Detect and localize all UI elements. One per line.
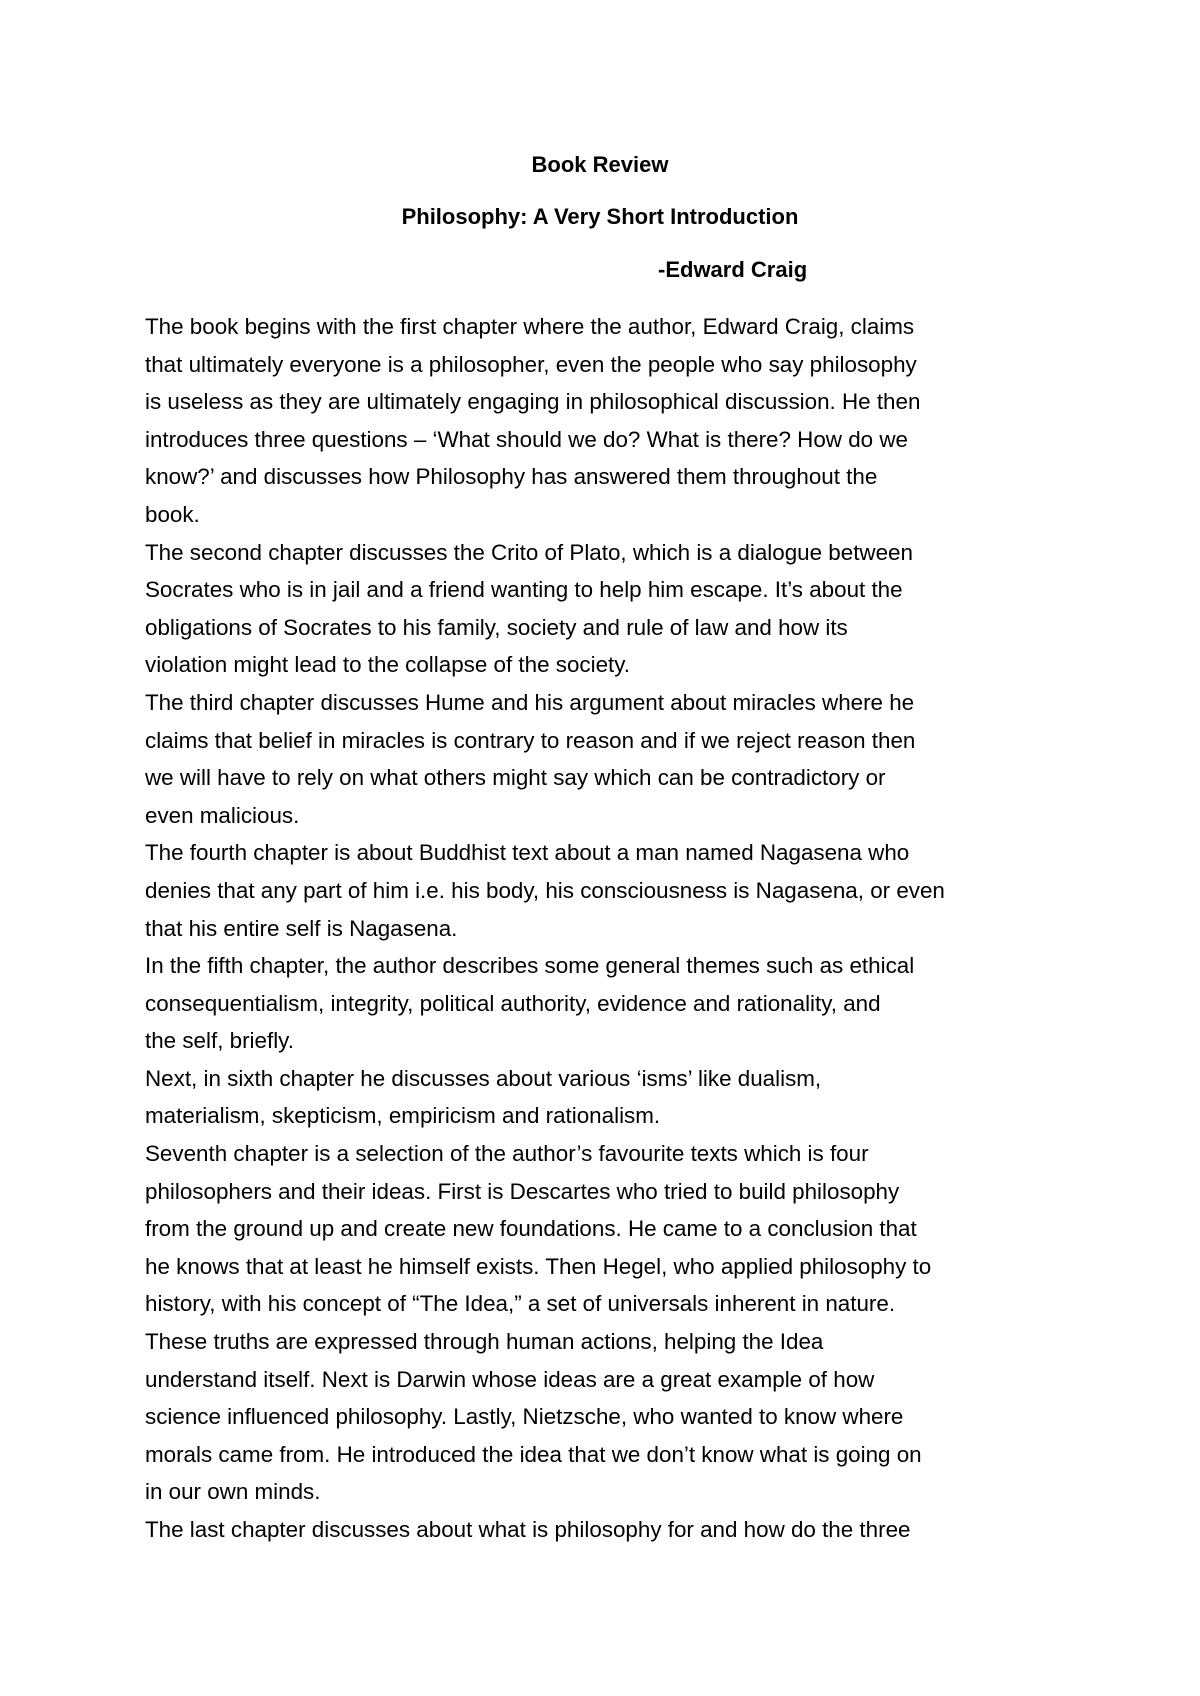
body-line: The last chapter discusses about what is philosophy for and how do the three — [145, 1517, 911, 1542]
body-line: is useless as they are ultimately engaging in philosophical discussion. He then — [145, 389, 921, 415]
body-line: that ultimately everyone is a philosopher, even the people who say philosophy — [145, 351, 917, 377]
body-line: In the fifth chapter, the author describes some general themes such as ethical — [145, 953, 915, 979]
body-line: philosophers and their ideas. First is Descartes who tried to build philosophy — [145, 1178, 900, 1204]
body-line: consequentialism, integrity, political authority, evidence and rationality, and — [145, 990, 881, 1016]
body-line: The fourth chapter is about Buddhist text about a man named Nagasena who — [145, 840, 910, 866]
body-line: The book begins with the first chapter where the author, Edward Craig, claims — [145, 314, 915, 339]
document-title: Book Review — [531, 152, 669, 177]
body-line: the self, briefly. — [145, 1028, 294, 1054]
body-line: materialism, skepticism, empiricism and rationalism. — [145, 1103, 661, 1129]
body-line: understand itself. Next is Darwin whose ideas are a great example of how — [145, 1366, 875, 1392]
body-line: that his entire self is Nagasena. — [145, 915, 458, 941]
body-line: he knows that at least he himself exists. Then Hegel, who applied philosophy to — [145, 1253, 932, 1279]
review-body — [145, 308, 1075, 1549]
body-line: even malicious. — [145, 802, 300, 828]
body-line: denies that any part of him i.e. his body, his consciousness is Nagasena, or even — [145, 877, 945, 903]
book-author: -Edward Craig — [658, 257, 808, 282]
body-line: morals came from. He introduced the idea that we don’t know what is going on — [145, 1441, 922, 1467]
body-line: violation might lead to the collapse of the society. — [145, 652, 630, 678]
body-line: history, with his concept of “The Idea,” a set of universals inherent in nature. — [145, 1291, 896, 1317]
body-line: The third chapter discusses Hume and his argument about miracles where he — [145, 689, 915, 715]
body-line: Next, in sixth chapter he discusses about various ‘isms’ like dualism, — [145, 1065, 822, 1091]
body-line: These truths are expressed through human actions, helping the Idea — [145, 1329, 824, 1355]
body-line: from the ground up and create new foundations. He came to a conclusion that — [145, 1216, 917, 1242]
body-line: know?’ and discusses how Philosophy has answered them throughout the — [145, 464, 878, 490]
book-title: Philosophy: A Very Short Introduction — [401, 204, 799, 229]
body-line: The second chapter discusses the Crito of Plato, which is a dialogue between — [145, 539, 913, 565]
body-line: Socrates who is in jail and a friend wanting to help him escape. It’s about the — [145, 577, 903, 603]
body-line: science influenced philosophy. Lastly, Nietzsche, who wanted to know where — [145, 1404, 904, 1430]
body-line: claims that belief in miracles is contrary to reason and if we reject reason then — [145, 727, 916, 753]
body-line: we will have to rely on what others might say which can be contradictory or — [145, 765, 886, 791]
body-line: book. — [145, 501, 200, 527]
body-line: in our own minds. — [145, 1479, 321, 1505]
body-line: introduces three questions – ‘What should we do? What is there? How do we — [145, 426, 908, 452]
body-line: Seventh chapter is a selection of the author’s favourite texts which is four — [145, 1141, 869, 1167]
body-line: obligations of Socrates to his family, society and rule of law and how its — [145, 614, 848, 640]
